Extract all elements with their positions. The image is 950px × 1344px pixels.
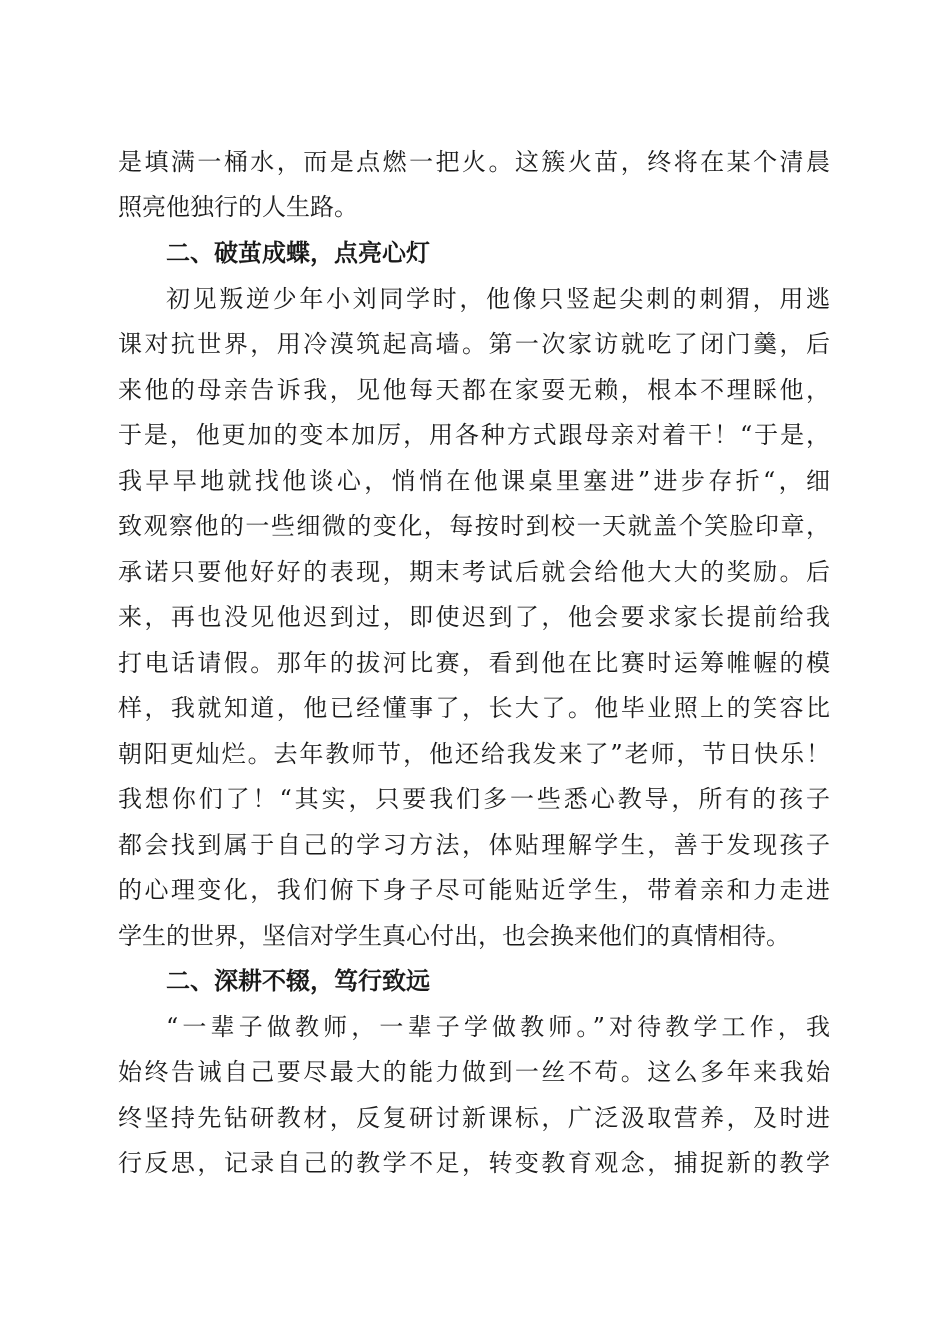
- text-line: 是填满一桶水，而是点燃一把火。这簇火苗，终将在某个清晨: [118, 148, 830, 176]
- text-line: 于是，他更加的变本加厉，用各种方式跟母亲对着干！“于是，: [118, 421, 830, 449]
- text-line: 来他的母亲告诉我，见他每天都在家耍无赖，根本不理睬他，: [118, 376, 830, 404]
- text-line: 的心理变化，我们俯下身子尽可能贴近学生，带着亲和力走进: [118, 876, 830, 904]
- text-line: 承诺只要他好好的表现，期末考试后就会给他大大的奖励。后: [118, 558, 830, 586]
- text-line: 我想你们了！“其实，只要我们多一些悉心教导，所有的孩子: [118, 785, 830, 813]
- text-line: 来，再也没见他迟到过，即使迟到了，他会要求家长提前给我: [118, 603, 830, 631]
- text-line: 我早早地就找他谈心，悄悄在他课桌里塞进”进步存折“，细: [118, 467, 830, 495]
- text-line: 行反思，记录自己的教学不足，转变教育观念，捕捉新的教学: [118, 1149, 830, 1177]
- text-line: “一辈子做教师，一辈子学做教师。”对待教学工作，我: [166, 1013, 830, 1041]
- text-line: 朝阳更灿烂。去年教师节，他还给我发来了”老师，节日快乐！: [118, 740, 830, 768]
- text-line: 初见叛逆少年小刘同学时，他像只竖起尖刺的刺猬，用逃: [166, 285, 830, 313]
- text-line: 课对抗世界，用冷漠筑起高墙。第一次家访就吃了闭门羹，后: [118, 330, 830, 358]
- text-line: 学生的世界，坚信对学生真心付出，也会换来他们的真情相待。: [118, 922, 790, 950]
- text-line: 终坚持先钻研教材，反复研讨新课标，广泛汲取营养，及时进: [118, 1104, 830, 1132]
- section-heading: 二、破茧成蝶，点亮心灯: [166, 239, 430, 267]
- text-line: 致观察他的一些细微的变化，每按时到校一天就盖个笑脸印章，: [118, 512, 830, 540]
- section-heading: 二、深耕不辍，笃行致远: [166, 967, 430, 995]
- text-line: 打电话请假。那年的拔河比赛，看到他在比赛时运筹帷幄的模: [118, 649, 830, 677]
- text-line: 都会找到属于自己的学习方法，体贴理解学生，善于发现孩子: [118, 831, 830, 859]
- text-line: 照亮他独行的人生路。: [118, 193, 358, 221]
- text-line: 样，我就知道，他已经懂事了，长大了。他毕业照上的笑容比: [118, 694, 830, 722]
- text-line: 始终告诫自己要尽最大的能力做到一丝不苟。这么多年来我始: [118, 1058, 830, 1086]
